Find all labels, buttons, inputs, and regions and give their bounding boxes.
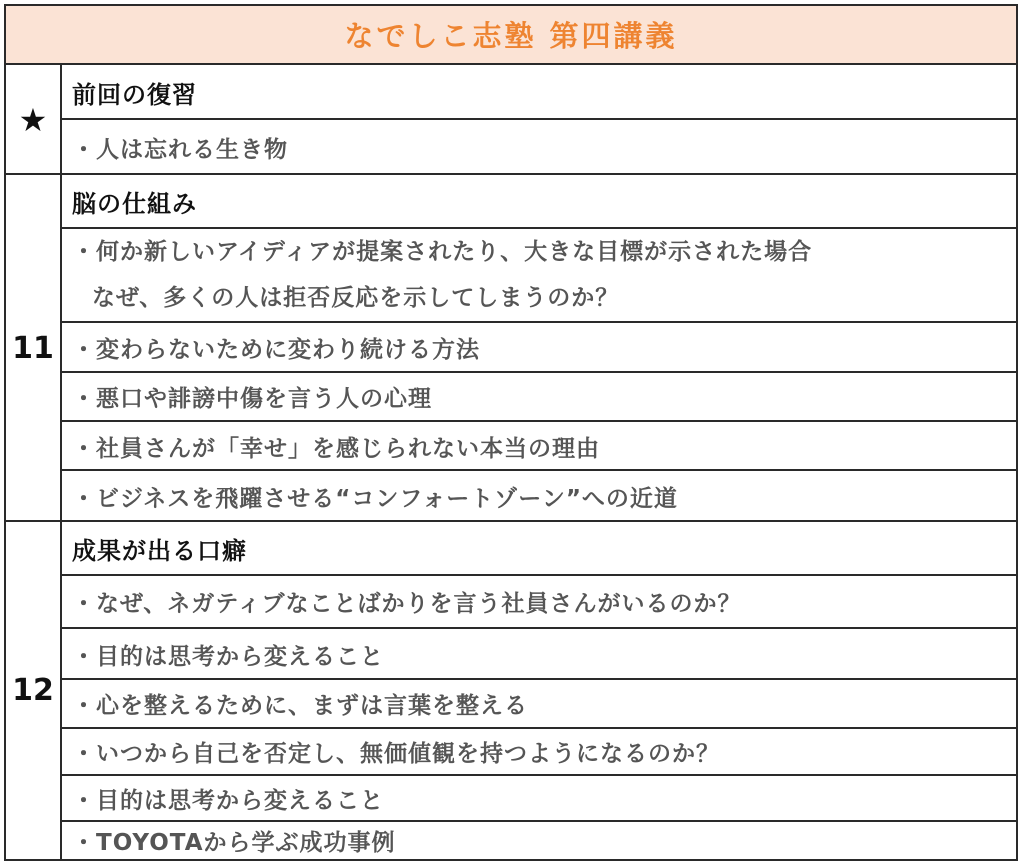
list-item: ・目的は思考から変えること — [72, 643, 384, 670]
list-item-line-1: ・何か新しいアイディアが提案されたり、大きな目標が示された場合 — [72, 239, 813, 265]
list-item: ・社員さんが「幸せ」を感じられない本当の理由 — [72, 435, 600, 462]
list-item: ・悪口や誹謗中傷を言う人の心理 — [72, 386, 432, 412]
list-item: ・TOYOTAから学ぶ成功事例 — [72, 830, 396, 856]
section-heading: 前回の復習 — [72, 80, 197, 109]
list-item: ・いつから自己を否定し、無価値観を持つようになるのか？ — [72, 741, 720, 767]
section-marker-star: ★ — [6, 65, 62, 174]
section-marker-11: 11 — [6, 175, 62, 521]
list-item: ・変わらないために変わり続ける方法 — [72, 336, 480, 363]
page-title: なでしこ志塾 第四講義 — [6, 6, 1016, 65]
lecture-table — [4, 4, 1018, 861]
list-item-line-2: なぜ、多くの人は拒否反応を示してしまうのか？ — [92, 285, 620, 311]
list-item: ・ビジネスを飛躍させる“コンフォートゾーン”への近道 — [72, 485, 678, 512]
section-marker-12: 12 — [6, 522, 62, 859]
list-item: ・なぜ、ネガティブなことばかりを言う社員さんがいるのか？ — [72, 591, 742, 617]
list-item: ・心を整えるために、まずは言葉を整える — [72, 693, 528, 719]
section-heading: 成果が出る口癖 — [72, 536, 247, 565]
list-item — [62, 229, 1016, 321]
section-heading: 脳の仕組み — [72, 190, 197, 218]
list-item: ・人は忘れる生き物 — [72, 136, 288, 163]
list-item: ・目的は思考から変えること — [72, 787, 384, 814]
